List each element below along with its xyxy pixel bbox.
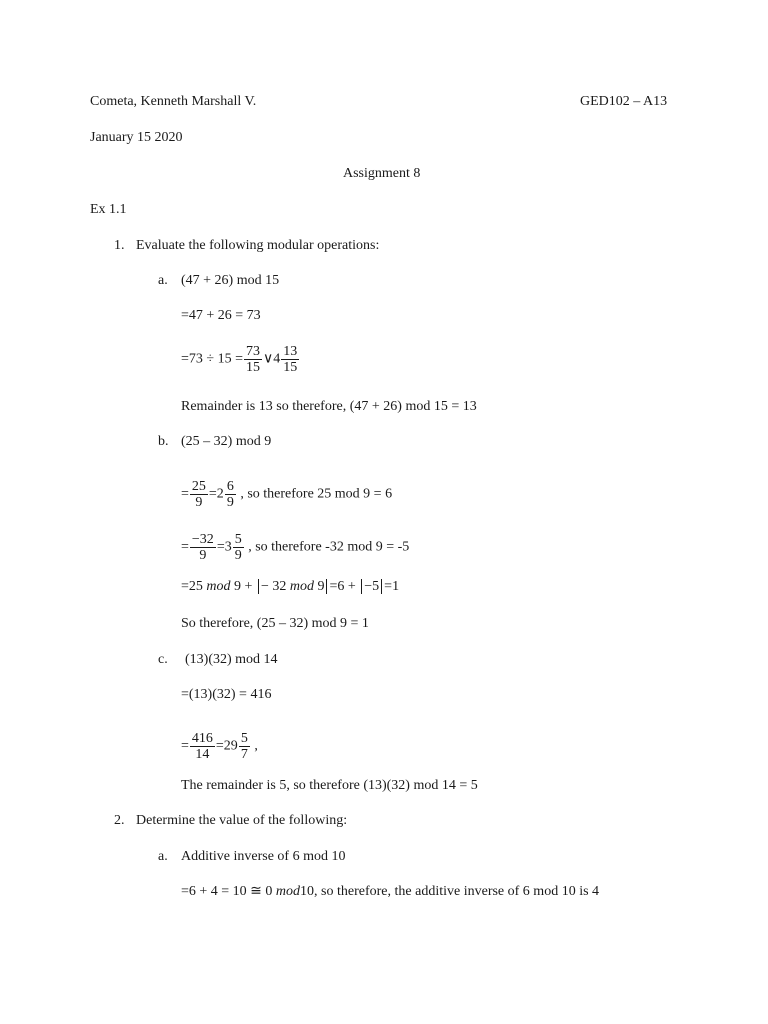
q1b-step3-h: −5: [364, 579, 380, 594]
q1b-fraction-4: [233, 532, 244, 563]
q1c-numerator-1: 416: [191, 731, 213, 746]
q1b-step3-c: 9 +: [234, 579, 256, 594]
q1b-numerator-3: −32: [191, 532, 214, 547]
q1c-problem: (13)(32) mod 14: [185, 652, 278, 667]
q1c-numerator-2: 5: [240, 731, 248, 746]
q1-number: 1.: [114, 238, 125, 253]
q1b-step3-i: =1: [384, 579, 400, 594]
abs-bar-left-1: [258, 579, 259, 594]
q2a-step1-mod: mod: [275, 884, 301, 899]
q1a-step1: =47 + 26 = 73: [181, 308, 261, 323]
q1b-numerator-2: 6: [226, 479, 234, 494]
abs-bar-left-2: [361, 579, 362, 594]
q1b-denominator-1: 9: [195, 495, 203, 510]
exercise-heading: Ex 1.1: [90, 202, 127, 217]
q1b-step3-mod-1: mod: [206, 579, 231, 594]
student-name: Cometa, Kenneth Marshall V.: [90, 94, 257, 109]
q1a-fraction-1: [244, 344, 262, 375]
q1b-step3-g: =6 +: [329, 579, 360, 594]
assignment-title: Assignment 8: [343, 166, 421, 181]
q1b-step1-post: , so therefore 25 mod 9 = 6: [240, 486, 393, 502]
q1c-step2-mid: =29: [215, 738, 238, 754]
q1a-label: a.: [158, 273, 168, 288]
q1b-step2-mid: =3: [216, 539, 232, 555]
q1a-answer: Remainder is 13 so therefore, (47 + 26) mod 15 = 13: [181, 399, 477, 414]
q1c-step1: =(13)(32) = 416: [181, 687, 272, 702]
q1b-step2-post: , so therefore -32 mod 9 = -5: [248, 539, 410, 555]
q1b-fraction-2: [225, 479, 236, 510]
q1a-fraction-2: [281, 344, 299, 375]
q1b-denominator-2: 9: [226, 495, 234, 510]
q1a-step2: [181, 344, 300, 375]
q1b-fraction-1: [190, 479, 208, 510]
q1b-step3: [181, 578, 399, 596]
q1a-numerator-1: 73: [245, 344, 260, 359]
q1b-denominator-4: 9: [234, 548, 242, 563]
q2a-step1-a: =6 + 4 = 10 ≅ 0: [181, 884, 273, 899]
q1b-step3-d: − 32: [260, 579, 287, 594]
q1c-denominator-1: 14: [195, 747, 210, 762]
q1b-denominator-3: 9: [199, 548, 207, 563]
q1b-answer: So therefore, (25 – 32) mod 9 = 1: [181, 616, 369, 631]
q2a-step1-c: 10: [300, 884, 315, 899]
q1a-step2-pre: =73 ÷ 15 =: [181, 351, 243, 367]
q1c-fraction-1: [190, 731, 215, 762]
q1a-denominator-2: 15: [283, 360, 298, 375]
q1b-step1-pre: =: [181, 486, 189, 502]
abs-bar-right-1: [326, 579, 327, 594]
q1b-step2: [181, 532, 409, 563]
q1b-step3-mod-2: mod: [289, 579, 314, 594]
q2a-step1-post: , so therefore, the additive inverse of 6 mod 10 is 4: [314, 884, 600, 899]
q2a-label: a.: [158, 849, 168, 864]
q1c-denominator-2: 7: [240, 747, 248, 762]
q1b-step2-pre: =: [181, 539, 189, 555]
q1b-step1: [181, 479, 392, 510]
q1c-step2-post: ,: [254, 738, 258, 754]
q1b-step1-mid: =2: [208, 486, 224, 502]
q1a-step2-mid: ∨4: [262, 351, 281, 367]
q1b-step3-f: 9: [317, 579, 325, 594]
q1c-fraction-2: [239, 731, 250, 762]
q1b-problem: (25 – 32) mod 9: [181, 434, 272, 449]
q2-number: 2.: [114, 813, 125, 828]
abs-bar-right-2: [381, 579, 382, 594]
q1b-numerator-4: 5: [234, 532, 242, 547]
q2a-problem: Additive inverse of 6 mod 10: [181, 849, 346, 864]
q1a-problem: (47 + 26) mod 15: [181, 273, 280, 288]
q1b-step3-a: =25: [181, 579, 203, 594]
q1b-label: b.: [158, 434, 169, 449]
q1b-fraction-3: [190, 532, 216, 563]
q1b-numerator-1: 25: [191, 479, 206, 494]
q2-text: Determine the value of the following:: [136, 813, 348, 828]
q1c-step2: [181, 731, 258, 762]
course-code: GED102 – A13: [580, 94, 668, 109]
q1c-step2-pre: =: [181, 738, 189, 754]
date: January 15 2020: [90, 130, 183, 145]
q1-text: Evaluate the following modular operations:: [136, 238, 380, 253]
q1c-answer: The remainder is 5, so therefore (13)(32) mod 14 = 5: [181, 778, 478, 793]
q2a-step1: [181, 883, 599, 901]
q1c-label: c.: [158, 652, 168, 667]
q1a-numerator-2: 13: [283, 344, 298, 359]
q1a-denominator-1: 15: [245, 360, 260, 375]
